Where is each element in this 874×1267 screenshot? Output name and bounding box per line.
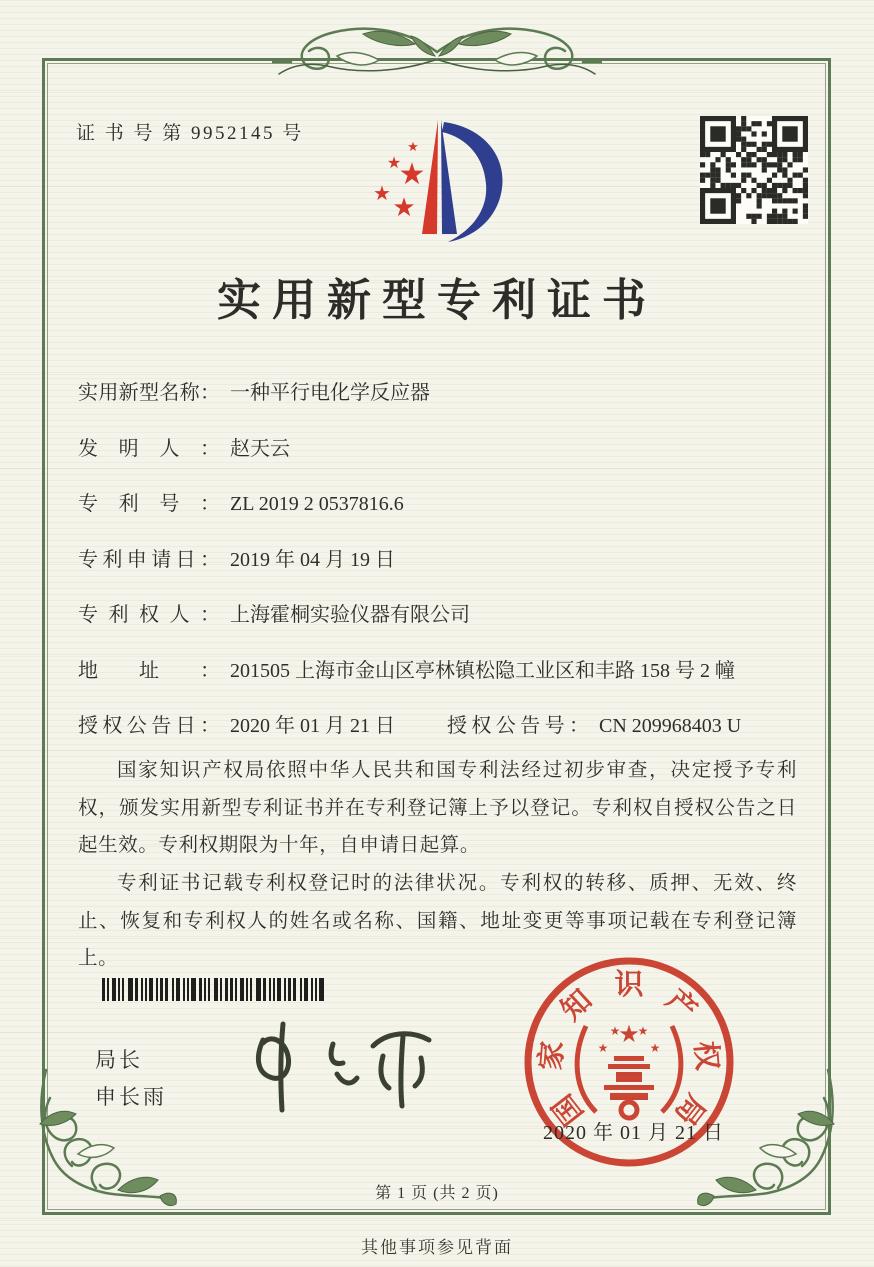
page-number: 第 1 页 (共 2 页) bbox=[375, 1185, 499, 1202]
field-value: 2019 年 04 月 19 日 bbox=[230, 548, 395, 571]
svg-text:识: 识 bbox=[614, 969, 644, 1001]
cnipa-logo-icon bbox=[360, 106, 518, 254]
legal-paragraph-1: 国家知识产权局依照中华人民共和国专利法经过初步审查，决定授予专利权，颁发实用新型专利证书并在专利登记簿上予以登记。专利权自授权公告之日起生效。专利权期限为十年，自申请日起算。 bbox=[78, 760, 797, 857]
field-row-name bbox=[78, 376, 796, 405]
svg-text:★: ★ bbox=[609, 1024, 621, 1038]
field-row-inventor bbox=[78, 432, 796, 461]
field-label: 发明人： bbox=[78, 437, 220, 460]
field-label: 专利号： bbox=[78, 493, 220, 515]
barcode bbox=[101, 978, 330, 1001]
qr-code bbox=[700, 116, 808, 224]
field-label: 实用新型名称： bbox=[78, 382, 220, 404]
field-value: 上海霍桐实验仪器有限公司 bbox=[230, 604, 470, 626]
field-row-grant bbox=[78, 709, 796, 738]
signer-title: 局长 bbox=[95, 1048, 143, 1072]
svg-text:★: ★ bbox=[392, 193, 416, 222]
cnipa-logo-graphic bbox=[360, 106, 518, 254]
svg-text:国: 国 bbox=[546, 1088, 590, 1131]
field-value: 一种平行电化学反应器 bbox=[230, 382, 430, 404]
svg-text:权: 权 bbox=[688, 1039, 723, 1072]
legal-paragraph-2: 专利证书记载专利权登记时的法律状况。专利权的转移、质押、无效、终止、恢复和专利权人的姓名或名称、国籍、地址变更等事项记载在专利登记簿上。 bbox=[78, 872, 797, 970]
svg-text:★: ★ bbox=[398, 158, 426, 191]
svg-text:知: 知 bbox=[555, 983, 599, 1027]
grant-date-value: 2020 年 01 月 21 日 bbox=[230, 715, 395, 737]
field-row-filing-date bbox=[78, 543, 796, 572]
svg-text:★: ★ bbox=[386, 155, 402, 172]
certificate-title: 实用新型专利证书 bbox=[217, 276, 657, 325]
signer-name: 申长雨 bbox=[95, 1085, 167, 1109]
svg-text:★: ★ bbox=[407, 139, 419, 154]
svg-text:★: ★ bbox=[649, 1041, 661, 1055]
logo-obelisk-blue bbox=[441, 120, 457, 234]
director-signature bbox=[225, 1016, 455, 1118]
svg-text:家: 家 bbox=[535, 1039, 570, 1072]
svg-text:★: ★ bbox=[618, 1022, 640, 1048]
certificate-number: 证 书 号 第 9952145 号 bbox=[76, 123, 304, 144]
seal-date: 2020 年 01 月 21 日 bbox=[543, 1122, 724, 1144]
grant-date-label: 授权公告日： bbox=[78, 715, 220, 737]
svg-text:局: 局 bbox=[668, 1088, 712, 1131]
grant-no-label: 授权公告号： bbox=[447, 715, 589, 737]
svg-text:★: ★ bbox=[637, 1024, 649, 1038]
field-value: 赵天云 bbox=[230, 437, 290, 460]
top-border-ornament bbox=[272, 14, 602, 94]
field-value: ZL 2019 2 0537816.6 bbox=[230, 493, 404, 515]
national-emblem bbox=[577, 1022, 681, 1118]
grant-no-value: CN 209968403 U bbox=[599, 715, 742, 737]
field-row-patentee bbox=[78, 598, 796, 627]
logo-stars bbox=[373, 139, 425, 222]
svg-text:★: ★ bbox=[597, 1041, 609, 1055]
field-label: 专利申请日： bbox=[78, 548, 220, 571]
certificate-fields bbox=[78, 376, 796, 765]
field-row-address bbox=[78, 654, 796, 683]
field-row-patent-no bbox=[78, 487, 796, 516]
svg-text:产: 产 bbox=[659, 983, 703, 1027]
field-label: 专利权人： bbox=[78, 604, 220, 626]
legal-text-block bbox=[78, 752, 797, 978]
back-side-note: 其他事项参见背面 bbox=[361, 1238, 513, 1257]
svg-text:★: ★ bbox=[373, 183, 391, 205]
field-label: 地址： bbox=[78, 659, 220, 682]
field-value: 201505 上海市金山区亭林镇松隐工业区和丰路 158 号 2 幢 bbox=[230, 659, 735, 682]
